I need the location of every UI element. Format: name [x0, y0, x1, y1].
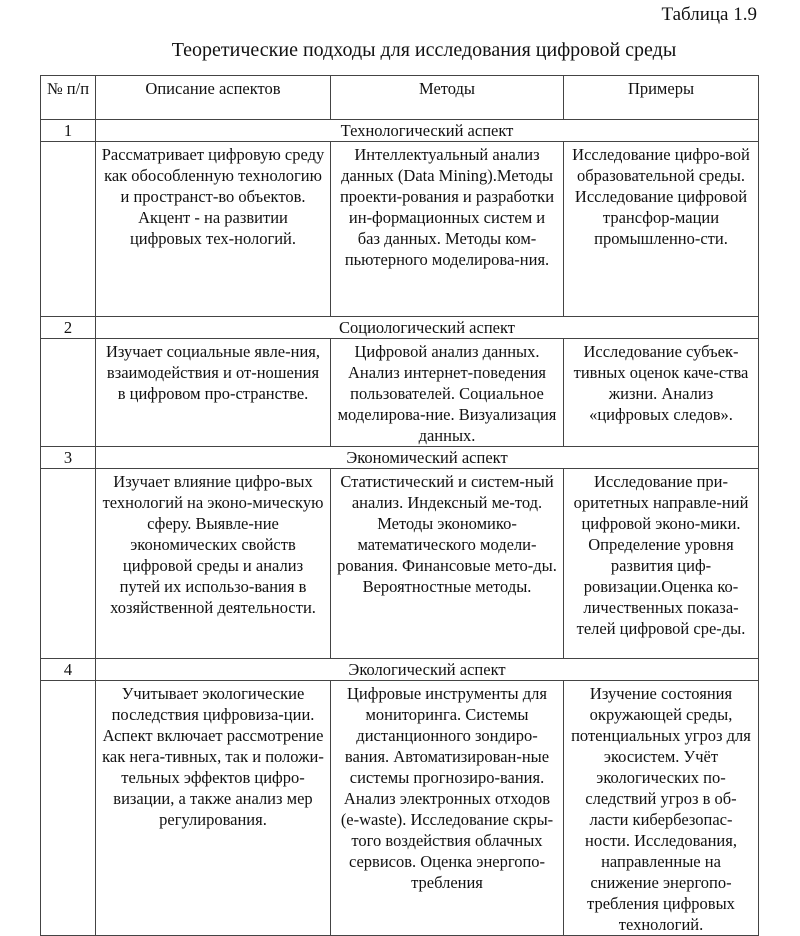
methods-cell: Цифровые инструменты для мониторинга. Системы дистанционного зондиро-вания. Автоматизирован-ные системы прогнозиро-вания. Анализ электронных отходов (e-waste). Исследование скры-того воздействия облачных сервисов. Оценка энергопо-требления [331, 681, 564, 936]
description-cell: Изучает влияние цифро-вых технологий на эконо-мическую сферу. Выявле-ние экономических свойств цифровой среды и анализ путей их использо-вания в хозяйственной деятельности. [96, 469, 331, 659]
description-cell: Учитывает экологические последствия цифровиза-ции. Аспект включает рассмотрение как нега-тивных, так и положи-тельных эффектов цифро-визации, а также анализ мер регулирования. [96, 681, 331, 936]
empty-number-cell [41, 339, 96, 447]
section-number: 2 [41, 317, 96, 339]
section-body-row [41, 339, 759, 447]
section-number: 1 [41, 120, 96, 142]
section-title-row [41, 659, 759, 681]
approaches-table [40, 75, 759, 936]
empty-number-cell [41, 681, 96, 936]
header-number: № п/п [41, 76, 96, 120]
description-cell: Рассматривает цифровую среду как обособленную технологию и пространст-во объектов. Акцент - на развитии цифровых тех-нологий. [96, 142, 331, 317]
methods-cell: Статистический и систем-ный анализ. Индексный ме-тод. Методы экономико-математического модели-рования. Финансовые мето-ды. Вероятностные методы. [331, 469, 564, 659]
section-body-row [41, 142, 759, 317]
methods-cell: Интеллектуальный анализ данных (Data Mining).Методы проекти-рования и разработки ин-формационных систем и баз данных. Методы ком-пьютерного моделирова-ния. [331, 142, 564, 317]
table-title: Теоретические подходы для исследования цифровой среды [171, 39, 677, 61]
section-title-row [41, 120, 759, 142]
examples-cell: Изучение состояния окружающей среды, потенциальных угроз для экосистем. Учёт экологических по-следствий угроз в об-ласти кибербезопас-ности. Исследования, направленные на снижение энергопо-требления цифровых технологий. [564, 681, 759, 936]
section-number: 3 [41, 447, 96, 469]
section-title: Технологический аспект [96, 120, 759, 142]
section-title-row [41, 317, 759, 339]
description-cell: Изучает социальные явле-ния, взаимодействия и от-ношения в цифровом про-странстве. [96, 339, 331, 447]
section-number: 4 [41, 659, 96, 681]
header-examples: Примеры [564, 76, 759, 120]
table-header-row [41, 76, 759, 120]
section-title: Экономический аспект [96, 447, 759, 469]
section-body-row [41, 469, 759, 659]
examples-cell: Исследование субъек-тивных оценок каче-ства жизни. Анализ «цифровых следов». [564, 339, 759, 447]
empty-number-cell [41, 142, 96, 317]
examples-cell: Исследование цифро-вой образовательной среды. Исследование цифровой трансфор-мации промышленно-сти. [564, 142, 759, 317]
table-number: Таблица 1.9 [661, 4, 757, 25]
methods-cell: Цифровой анализ данных. Анализ интернет-поведения пользователей. Социальное моделирова-ние. Визуализация данных. [331, 339, 564, 447]
section-title: Экологический аспект [96, 659, 759, 681]
header-methods: Методы [331, 76, 564, 120]
section-title-row [41, 447, 759, 469]
section-body-row [41, 681, 759, 936]
section-title: Социологический аспект [96, 317, 759, 339]
empty-number-cell [41, 469, 96, 659]
examples-cell: Исследование при-оритетных направле-ний цифровой эконо-мики. Определение уровня развития циф-ровизации.Оценка ко-личественных показа-телей цифровой сре-ды. [564, 469, 759, 659]
header-description: Описание аспектов [96, 76, 331, 120]
